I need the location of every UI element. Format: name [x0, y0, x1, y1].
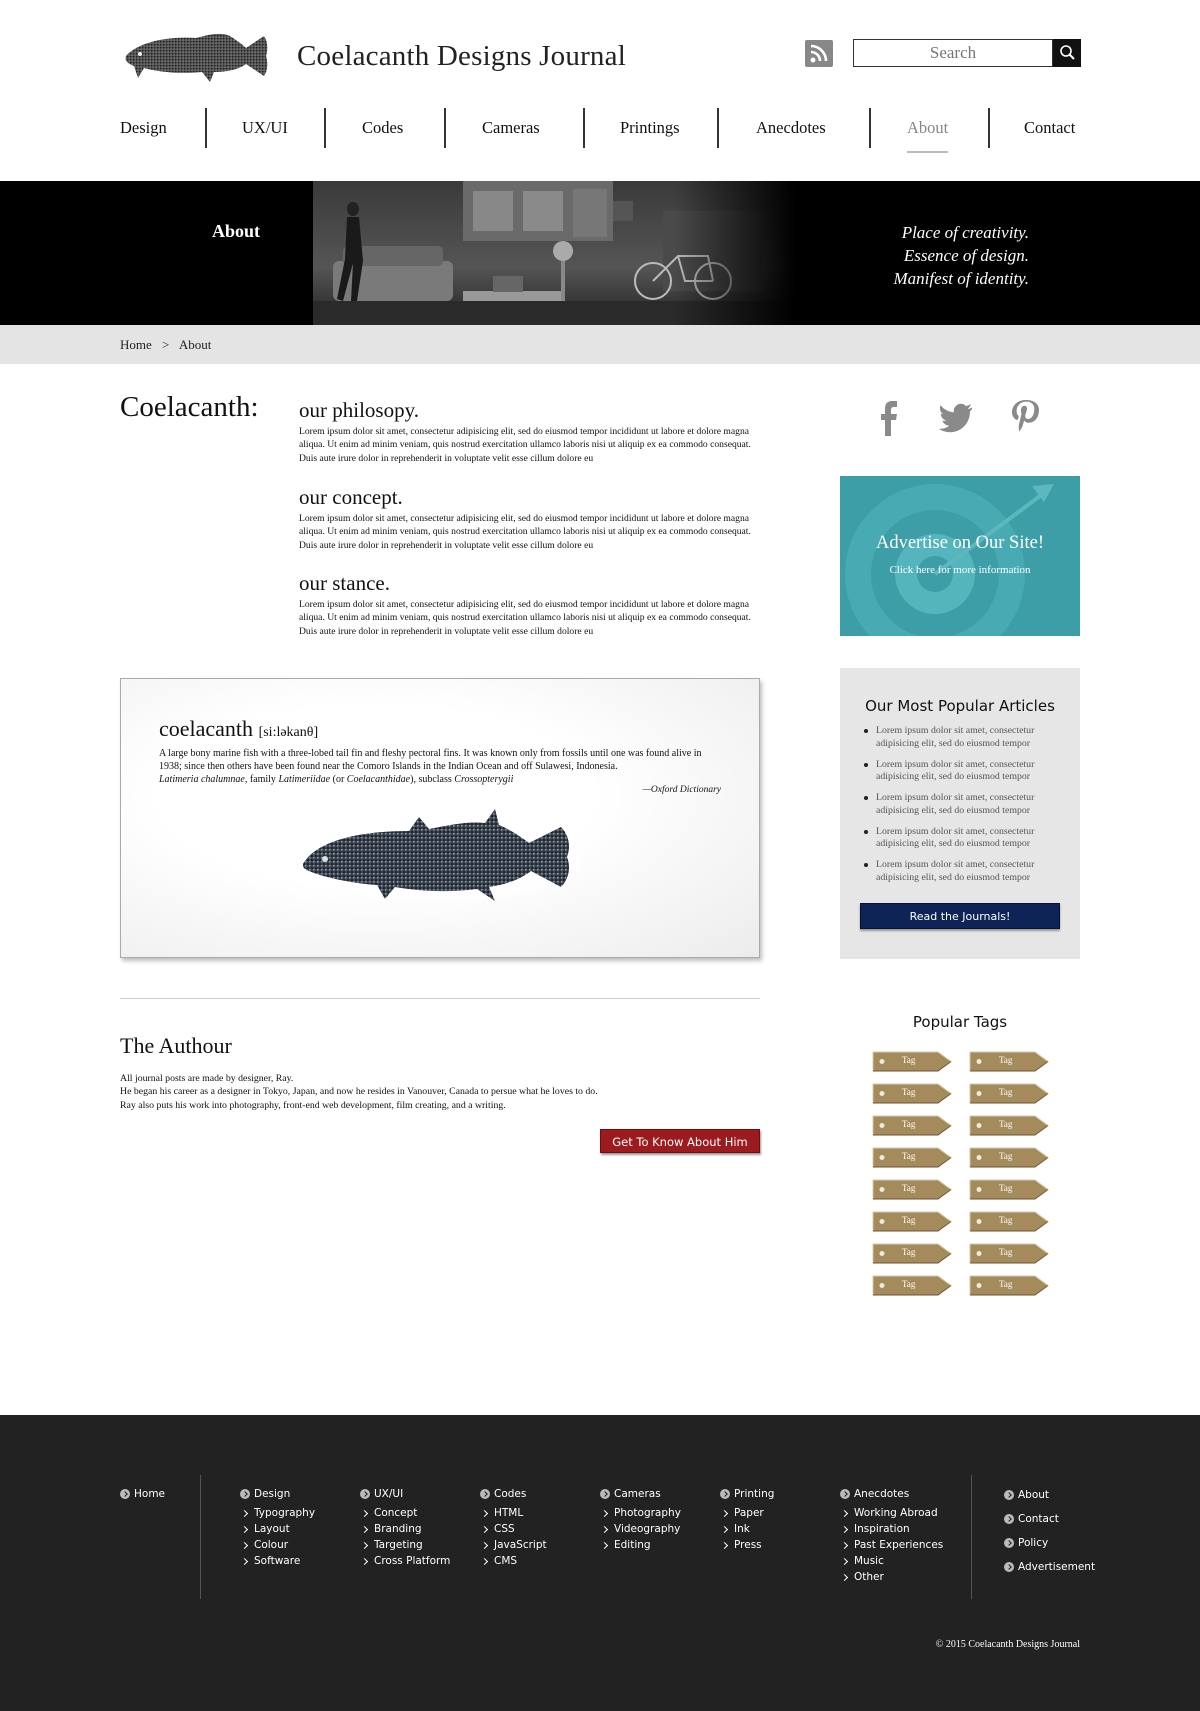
- ad-title: Advertise on Our Site!: [875, 533, 1044, 553]
- tag-item[interactable]: [872, 1051, 952, 1072]
- philosophy-section: [299, 398, 755, 465]
- footer-divider: [200, 1475, 201, 1599]
- ad-subtitle: Click here for more information: [889, 564, 1031, 576]
- author-bio-line: All journal posts are made by designer, Ray.: [120, 1073, 294, 1084]
- nav-item-cameras[interactable]: Cameras: [482, 118, 540, 137]
- tag-item[interactable]: [969, 1243, 1049, 1264]
- tag-label: Tag: [999, 1183, 1013, 1193]
- author-bio-line: Ray also puts his work into photography, front-end web development, film creating, and a writing.: [120, 1099, 506, 1111]
- footer-sublink[interactable]: Working Abroad: [840, 1505, 943, 1521]
- footer-link-label: Anecdotes: [854, 1488, 910, 1500]
- dictionary-pronunciation: [si:ləkanθ]: [258, 725, 319, 740]
- footer-sublink[interactable]: CSS: [480, 1521, 547, 1537]
- footer-sublink[interactable]: Layout: [240, 1521, 315, 1537]
- tag-label: Tag: [999, 1279, 1013, 1289]
- taxonomy-species: Latimeria chalumnae: [159, 774, 245, 785]
- tag-item[interactable]: [872, 1083, 952, 1104]
- stance-section: [299, 571, 755, 638]
- footer-column-printing: [720, 1487, 774, 1553]
- footer-link-codes[interactable]: [480, 1487, 547, 1501]
- tag-item[interactable]: [969, 1083, 1049, 1104]
- footer-sublink[interactable]: Concept: [360, 1505, 450, 1521]
- tag-item[interactable]: [872, 1115, 952, 1136]
- philosophy-text: Lorem ipsum dolor sit amet, consectetur adipisicing elit, sed do eiusmod tempor incididunt ut labore et dolore magna aliqua. Ut enim ad minim veniam, quis nostrud exercitation ullamco laboris nisi ut aliquip ex ea commodo consequat. Duis aute irure dolor in reprehenderit in voluptate velit esse cillum dolore eu: [299, 426, 751, 464]
- footer-link-label: UX/UI: [374, 1488, 404, 1500]
- footer-column-design: [240, 1487, 315, 1569]
- nav-divider: [717, 108, 719, 148]
- twitter-icon[interactable]: [938, 398, 974, 438]
- footer-sublink[interactable]: Music: [840, 1553, 943, 1569]
- breadcrumb-separator: >: [162, 337, 170, 352]
- footer-link-label: Printing: [734, 1488, 775, 1500]
- footer-column-cameras: [600, 1487, 681, 1553]
- footer-link-ux-ui[interactable]: [360, 1487, 450, 1501]
- tag-item[interactable]: [872, 1147, 952, 1168]
- arrow-circle-icon: [1004, 1490, 1014, 1500]
- dictionary-word: [159, 716, 318, 742]
- breadcrumb-home[interactable]: Home: [120, 337, 152, 352]
- footer-link-advertisement[interactable]: [1004, 1560, 1095, 1574]
- footer-link-label: Codes: [494, 1488, 527, 1500]
- footer-sublink[interactable]: Software: [240, 1553, 315, 1569]
- banner-tagline: [893, 221, 1029, 290]
- nav-divider: [205, 108, 207, 148]
- page-banner: [0, 181, 1200, 325]
- arrow-circle-icon: [360, 1489, 370, 1499]
- search-input[interactable]: [853, 39, 1053, 67]
- site-title[interactable]: Coelacanth Designs Journal: [297, 40, 626, 72]
- author-bio-line: He began his career as a designer in Tokyo, Japan, and now he resides in Vanouver, Canada to persue what he loves to do.: [120, 1086, 598, 1098]
- popular-article-item[interactable]: Lorem ipsum dolor sit amet, consectetur adipisicing elit, sed do eiusmod tempor: [876, 859, 1071, 884]
- author-title: The Authour: [120, 1033, 232, 1058]
- nav-item-contact[interactable]: Contact: [1024, 118, 1076, 137]
- nav-item-design[interactable]: Design: [120, 118, 167, 137]
- breadcrumb-current: About: [178, 337, 212, 352]
- tag-label: Tag: [999, 1119, 1013, 1129]
- popular-articles-title: Our Most Popular Articles: [865, 697, 1055, 715]
- dictionary-source: —Oxford Dictionary: [642, 785, 721, 795]
- footer-column-anecdotes: [840, 1487, 943, 1585]
- tagline-line: Essence of design.: [903, 246, 1029, 265]
- search-icon: [1053, 39, 1081, 67]
- nav-item-printings[interactable]: Printings: [620, 118, 680, 137]
- tag-item[interactable]: [872, 1275, 952, 1296]
- popular-article-item[interactable]: Lorem ipsum dolor sit amet, consectetur adipisicing elit, sed do eiusmod tempor: [876, 759, 1071, 784]
- coelacanth-illustration: [299, 799, 585, 907]
- tag-label: Tag: [999, 1055, 1013, 1065]
- arrow-circle-icon: [1004, 1562, 1014, 1572]
- nav-divider: [869, 108, 871, 148]
- facebook-icon[interactable]: [870, 398, 906, 438]
- footer-sublink[interactable]: Photography: [600, 1505, 681, 1521]
- arrow-circle-icon: [720, 1489, 730, 1499]
- footer-sublink[interactable]: HTML: [480, 1505, 547, 1521]
- footer-sublink[interactable]: Inspiration: [840, 1521, 943, 1537]
- footer-link-home[interactable]: [120, 1487, 165, 1501]
- footer-sublink[interactable]: CMS: [480, 1553, 547, 1569]
- footer-sublink[interactable]: Targeting: [360, 1537, 450, 1553]
- nav-divider: [988, 108, 990, 148]
- tag-item[interactable]: [969, 1211, 1049, 1232]
- footer-link-label: Design: [254, 1488, 291, 1500]
- footer-sublink[interactable]: Branding: [360, 1521, 450, 1537]
- footer-link-design[interactable]: [240, 1487, 315, 1501]
- taxonomy-alt-family: Coelacanthidae: [346, 774, 411, 785]
- tag-item[interactable]: [872, 1179, 952, 1200]
- tag-item[interactable]: [969, 1147, 1049, 1168]
- tag-item[interactable]: [872, 1211, 952, 1232]
- tagline-line: Place of creativity.: [901, 223, 1029, 242]
- taxonomy-sep: (or: [330, 774, 347, 785]
- search-button[interactable]: [1053, 39, 1081, 67]
- stance-text: Lorem ipsum dolor sit amet, consectetur adipisicing elit, sed do eiusmod tempor incididunt ut labore et dolore magna aliqua. Ut enim ad minim veniam, quis nostrud exercitation ullamco laboris nisi ut aliquip ex ea commodo consequat. Duis aute irure dolor in reprehenderit in voluptate velit esse cillum dolore eu: [299, 599, 751, 637]
- copyright: © 2015 Coelacanth Designs Journal: [935, 1639, 1080, 1650]
- concept-section: [299, 485, 755, 552]
- concept-title: our concept.: [299, 485, 403, 509]
- footer-sublink[interactable]: Paper: [720, 1505, 774, 1521]
- tag-item[interactable]: [969, 1275, 1049, 1296]
- site-footer: [0, 1415, 1200, 1711]
- tagline-line: Manifest of identity.: [893, 269, 1029, 288]
- stance-title: our stance.: [299, 571, 390, 595]
- tag-label: Tag: [902, 1087, 916, 1097]
- footer-column-ux-ui: [360, 1487, 450, 1569]
- footer-sublink[interactable]: Other: [840, 1569, 943, 1585]
- tag-label: Tag: [902, 1055, 916, 1065]
- rss-icon[interactable]: [805, 40, 833, 67]
- tag-label: Tag: [999, 1087, 1013, 1097]
- taxonomy-sep: ), subclass: [410, 774, 455, 785]
- tag-label: Tag: [999, 1215, 1013, 1225]
- arrow-circle-icon: [840, 1489, 850, 1499]
- tag-label: Tag: [902, 1183, 916, 1193]
- footer-sublink[interactable]: Past Experiences: [840, 1537, 943, 1553]
- footer-link-cameras[interactable]: [600, 1487, 681, 1501]
- tag-label: Tag: [902, 1279, 916, 1289]
- footer-link-label: Home: [134, 1488, 166, 1500]
- dictionary-definition: [159, 747, 719, 786]
- footer-column-codes: [480, 1487, 547, 1569]
- concept-text: Lorem ipsum dolor sit amet, consectetur adipisicing elit, sed do eiusmod tempor incididunt ut labore et dolore magna aliqua. Ut enim ad minim veniam, quis nostrud exercitation ullamco laboris nisi ut aliquip ex ea commodo consequat. Duis aute irure dolor in reprehenderit in voluptate velit esse cillum dolore eu: [299, 513, 751, 551]
- footer-divider: [971, 1475, 972, 1599]
- footer-link-label: Advertisement: [1018, 1561, 1096, 1573]
- author-bio: [120, 1072, 780, 1112]
- taxonomy-subclass: Crossopterygii: [454, 774, 514, 785]
- footer-sublink[interactable]: Press: [720, 1537, 774, 1553]
- nav-item-anecdotes[interactable]: Anecdotes: [756, 118, 826, 137]
- popular-articles-list: [876, 725, 1071, 893]
- read-journals-button[interactable]: Read the Journals!: [860, 903, 1060, 929]
- section-heading: Coelacanth:: [120, 391, 259, 423]
- coelacanth-logo[interactable]: [118, 26, 278, 84]
- arrow-circle-icon: [240, 1489, 250, 1499]
- footer-sublink[interactable]: Colour: [240, 1537, 315, 1553]
- arrow-circle-icon: [1004, 1514, 1014, 1524]
- target-icon: [840, 476, 1080, 636]
- nav-item-about[interactable]: About: [907, 106, 948, 150]
- arrow-circle-icon: [600, 1489, 610, 1499]
- footer-sublink[interactable]: JavaScript: [480, 1537, 547, 1553]
- dictionary-headword: coelacanth: [159, 716, 254, 741]
- popular-article-item[interactable]: Lorem ipsum dolor sit amet, consectetur adipisicing elit, sed do eiusmod tempor: [876, 826, 1071, 851]
- popular-articles-panel: [840, 668, 1080, 959]
- nav-item-uxui[interactable]: UX/UI: [242, 118, 288, 137]
- pinterest-icon[interactable]: [1008, 398, 1044, 438]
- advertise-banner[interactable]: [840, 476, 1080, 636]
- arrow-circle-icon: [1004, 1538, 1014, 1548]
- footer-link-anecdotes[interactable]: [840, 1487, 943, 1501]
- popular-article-item[interactable]: Lorem ipsum dolor sit amet, consectetur adipisicing elit, sed do eiusmod tempor: [876, 725, 1071, 750]
- footer-sublink[interactable]: Editing: [600, 1537, 681, 1553]
- footer-sublink[interactable]: Cross Platform: [360, 1553, 450, 1569]
- tag-label: Tag: [902, 1247, 916, 1257]
- banner-office-photo: [313, 181, 795, 325]
- tag-item[interactable]: [969, 1179, 1049, 1200]
- tag-label: Tag: [999, 1151, 1013, 1161]
- nav-item-codes[interactable]: Codes: [362, 118, 404, 137]
- footer-link-printing[interactable]: [720, 1487, 774, 1501]
- taxonomy-sep: , family: [244, 774, 279, 785]
- footer-right-links: [1004, 1488, 1095, 1584]
- footer-link-contact[interactable]: [1004, 1512, 1095, 1526]
- tag-label: Tag: [902, 1215, 916, 1225]
- footer-link-label: Policy: [1018, 1537, 1049, 1549]
- tag-label: Tag: [999, 1247, 1013, 1257]
- banner-title: About: [212, 221, 261, 241]
- nav-divider: [324, 108, 326, 148]
- definition-text: A large bony marine fish with a three-lobed tail fin and fleshy pectoral fins. It was known only from fossils until one was found alive in 1938; since then others have been found near the Comoro Islands in the Indian Ocean and off Sulawesi, Indonesia.: [159, 748, 702, 772]
- footer-sublink[interactable]: Typography: [240, 1505, 315, 1521]
- dictionary-card: [120, 678, 760, 958]
- nav-divider: [444, 108, 446, 148]
- footer-sublink[interactable]: Videography: [600, 1521, 681, 1537]
- philosophy-title: our philosopy.: [299, 398, 419, 422]
- section-divider: [120, 998, 760, 999]
- nav-divider: [583, 108, 585, 148]
- footer-link-about[interactable]: [1004, 1488, 1095, 1502]
- tag-label: Tag: [902, 1119, 916, 1129]
- popular-article-item[interactable]: Lorem ipsum dolor sit amet, consectetur adipisicing elit, sed do eiusmod tempor: [876, 792, 1071, 817]
- tag-item[interactable]: [969, 1115, 1049, 1136]
- know-author-button[interactable]: Get To Know About Him: [600, 1129, 760, 1153]
- taxonomy-family: Latimeriidae: [278, 774, 331, 785]
- tag-label: Tag: [902, 1151, 916, 1161]
- tag-item[interactable]: [872, 1243, 952, 1264]
- footer-link-label: Contact: [1018, 1513, 1059, 1525]
- popular-tags-title: Popular Tags: [912, 1013, 1008, 1031]
- footer-sublink[interactable]: Ink: [720, 1521, 774, 1537]
- arrow-circle-icon: [480, 1489, 490, 1499]
- footer-column-home: [120, 1487, 165, 1505]
- footer-link-label: Cameras: [614, 1488, 661, 1500]
- definition-taxonomy: [159, 773, 719, 786]
- tag-item[interactable]: [969, 1051, 1049, 1072]
- arrow-circle-icon: [120, 1489, 130, 1499]
- breadcrumb: [0, 325, 1200, 364]
- footer-link-policy[interactable]: [1004, 1536, 1095, 1550]
- footer-link-label: About: [1018, 1489, 1050, 1501]
- main-nav: [120, 106, 1081, 150]
